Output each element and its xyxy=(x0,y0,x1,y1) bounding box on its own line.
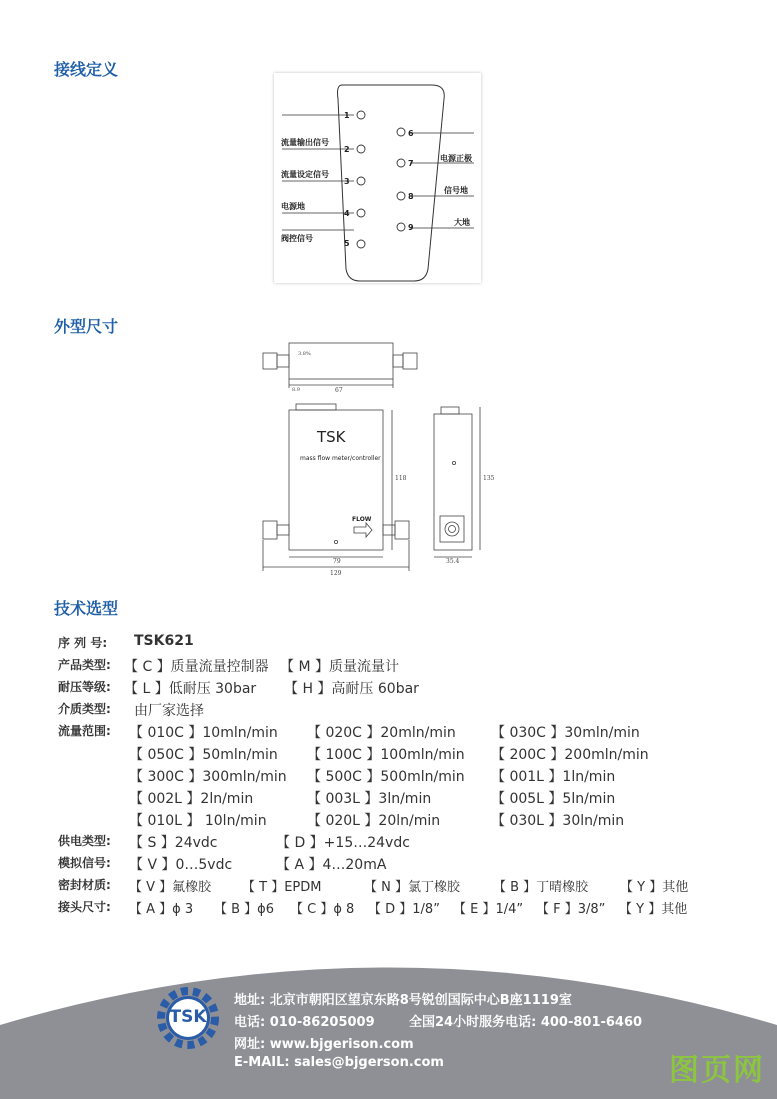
footer-logo xyxy=(154,984,222,1052)
spec-option: 【 L 】低耐压 30bar xyxy=(124,681,257,697)
flow-option: 【 500C 】500mln/min xyxy=(307,769,465,785)
pin-number: 6 xyxy=(408,129,414,138)
section-title-selection: 技术选型 xyxy=(54,599,119,618)
pin-number: 9 xyxy=(408,223,414,232)
pin-number: 8 xyxy=(408,192,414,201)
dim-angle: 3.8% xyxy=(298,351,311,357)
section-title-wiring: 接线定义 xyxy=(54,60,119,79)
spec-option: 【 F 】3/8” xyxy=(536,902,606,917)
spec-option: 【 B 】ϕ6 xyxy=(214,902,275,917)
footer-hotline: 全国24小时服务电话: 400-801-6460 xyxy=(409,1015,643,1030)
flow-option: 【 010C 】10mln/min xyxy=(129,725,278,741)
spec-label: 密封材质: xyxy=(58,878,111,892)
footer-phone: 电话: 010-86205009 xyxy=(234,1015,375,1030)
spec-option: 【 Y 】其他 xyxy=(619,902,688,917)
spec-option: 【 V 】0…5vdc xyxy=(129,857,233,873)
spec-label: 模拟信号: xyxy=(58,856,111,870)
pin-number: 5 xyxy=(344,239,350,248)
footer-logo-text: TSK xyxy=(169,1007,207,1027)
footer-email[interactable]: E-MAIL: sales@bjgerson.com xyxy=(234,1055,444,1070)
spec-option: 【 M 】质量流量计 xyxy=(280,659,399,675)
spec-value: TSK621 xyxy=(134,633,194,649)
footer-website[interactable]: 网址: www.bjgerison.com xyxy=(234,1037,414,1052)
pin-number: 2 xyxy=(344,145,350,154)
spec-label: 介质类型: xyxy=(58,702,111,716)
dim-height-front: 118 xyxy=(395,475,407,482)
watermark: 图页网 xyxy=(669,1053,765,1088)
spec-label: 接头尺寸: xyxy=(58,900,111,914)
dim-top-width: 67 xyxy=(335,387,343,394)
pin-number: 4 xyxy=(344,209,350,218)
flow-option: 【 010L 】 10ln/min xyxy=(129,813,267,829)
spec-option: 【 N 】氯丁橡胶 xyxy=(364,880,460,895)
flow-option: 【 200C 】200mln/min xyxy=(491,747,649,763)
flow-option: 【 001L 】1ln/min xyxy=(491,769,616,785)
spec-option: 【 T 】EPDM xyxy=(242,880,322,895)
dim-front-width: 79 xyxy=(333,558,341,565)
spec-label: 流量范围: xyxy=(58,724,111,738)
flow-option: 【 002L 】2ln/min xyxy=(129,791,254,807)
dim-side-width: 35.4 xyxy=(446,558,460,565)
spec-label: 供电类型: xyxy=(58,834,111,848)
footer-background xyxy=(0,940,777,1099)
pin-label: 电源地 xyxy=(281,202,305,211)
spec-option: 【 C 】质量流量控制器 xyxy=(124,659,269,675)
pin-label: 大地 xyxy=(454,218,470,227)
spec-option: 【 C 】ϕ 8 xyxy=(290,902,355,917)
flow-option: 【 020L 】20ln/min xyxy=(307,813,441,829)
pin-number: 3 xyxy=(344,177,350,186)
drawing-brand: TSK xyxy=(317,428,346,446)
footer-address: 地址: 北京市朝阳区望京东路8号锐创国际中心B座1119室 xyxy=(234,993,572,1008)
spec-option: 【 Y 】其他 xyxy=(620,880,689,895)
section-title-dimensions: 外型尺寸 xyxy=(54,317,119,336)
drawing-flow-label: FLOW xyxy=(352,516,372,523)
dim-small: 8.9 xyxy=(292,387,300,393)
pin-number: 7 xyxy=(408,159,414,168)
spec-option: 【 V 】氟橡胶 xyxy=(129,880,212,895)
spec-option: 【 D 】1/8” xyxy=(368,902,440,917)
pin-label: 电源正极 xyxy=(440,154,472,163)
spec-option: 【 A 】ϕ 3 xyxy=(129,902,194,917)
spec-option: 【 A 】4…20mA xyxy=(276,857,387,873)
dim-total-width: 129 xyxy=(330,570,342,577)
spec-option: 【 E 】1/4” xyxy=(453,902,524,917)
flow-option: 【 300C 】300mln/min xyxy=(129,769,287,785)
spec-label: 耐压等级: xyxy=(58,680,111,694)
pin-label: 信号地 xyxy=(444,186,468,195)
flow-option: 【 020C 】20mln/min xyxy=(307,725,456,741)
pin-label: 阀控信号 xyxy=(281,234,313,243)
pin-label: 流量设定信号 xyxy=(281,170,329,179)
flow-option: 【 005L 】5ln/min xyxy=(491,791,616,807)
flow-option: 【 030L 】30ln/min xyxy=(491,813,625,829)
spec-option: 【 D 】+15…24vdc xyxy=(276,835,410,851)
flow-option: 【 100C 】100mln/min xyxy=(307,747,465,763)
connector-diagram xyxy=(274,73,481,283)
dimension-drawing xyxy=(0,335,777,595)
spec-value: 由厂家选择 xyxy=(134,703,204,719)
flow-option: 【 003L 】3ln/min xyxy=(307,791,432,807)
spec-option: 【 B 】丁晴橡胶 xyxy=(493,880,589,895)
spec-label: 序 列 号: xyxy=(58,636,108,650)
drawing-product-text: mass flow meter/controller xyxy=(300,455,381,462)
flow-option: 【 050C 】50mln/min xyxy=(129,747,278,763)
pin-number: 1 xyxy=(344,111,350,120)
spec-option: 【 S 】24vdc xyxy=(129,835,218,851)
spec-option: 【 H 】高耐压 60bar xyxy=(284,681,419,697)
pin-label: 流量输出信号 xyxy=(281,138,329,147)
dim-height-side: 135 xyxy=(483,475,495,482)
spec-label: 产品类型: xyxy=(58,658,111,672)
flow-option: 【 030C 】30mln/min xyxy=(491,725,640,741)
